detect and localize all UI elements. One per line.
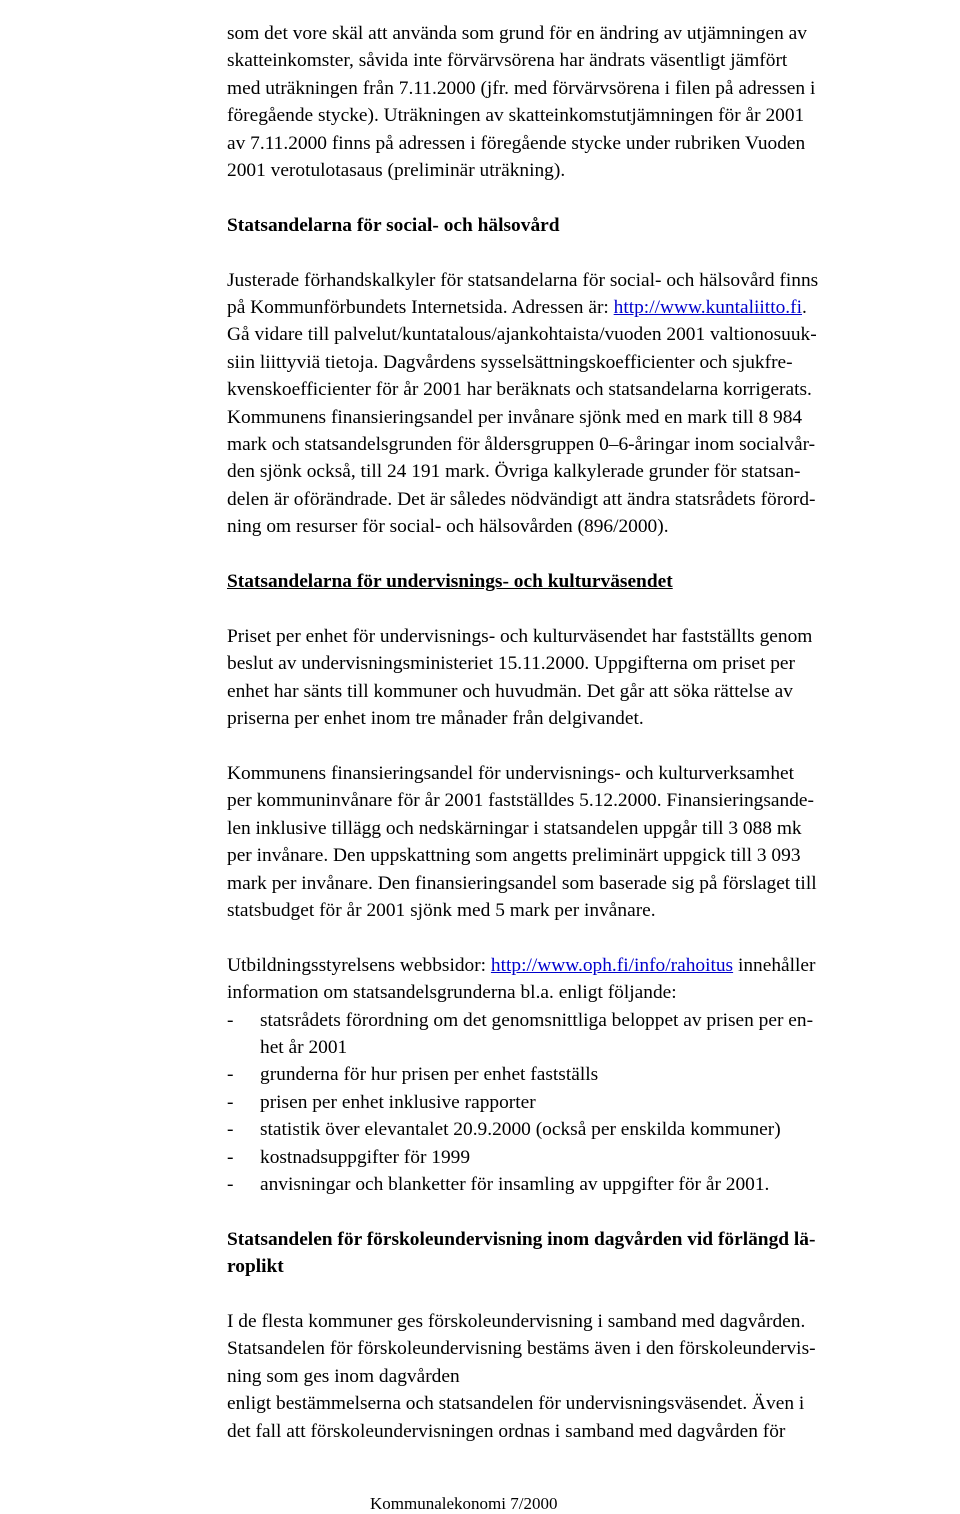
text-line: kvenskoefficienter för år 2001 har beräknats och statsandelarna korrigerats. bbox=[227, 379, 812, 401]
text-line: len inklusive tillägg och nedskärningar i statsandelen uppgår till 3 088 mk bbox=[227, 817, 802, 839]
list-item-text: anvisningar och blanketter för insamling av uppgifter för år 2001. bbox=[260, 1173, 770, 1195]
dash-bullet: - bbox=[227, 1009, 234, 1031]
list-item bbox=[227, 1007, 954, 1034]
list-item bbox=[227, 1171, 954, 1198]
text-line: Kommunens finansieringsandel per invånare sjönk med en mark till 8 984 bbox=[227, 406, 803, 428]
list-item bbox=[227, 1089, 954, 1116]
oph-link[interactable]: http://www.oph.fi/info/rahoitus bbox=[490, 954, 734, 976]
text-line: per kommuninvånare för år 2001 fastställdes 5.12.2000. Finansieringsande- bbox=[227, 790, 814, 812]
text-line: siin liittyviä tietoja. Dagvårdens sysselsättningskoefficienter och sjukfre- bbox=[227, 351, 793, 373]
text-line: Priset per enhet för undervisnings- och kulturväsendet har fastställts genom bbox=[227, 625, 813, 647]
list-item-text: statistik över elevantalet 20.9.2000 (också per enskilda kommuner) bbox=[260, 1119, 781, 1141]
text-line: ning om resurser för social- och hälsovården (896/2000). bbox=[227, 516, 669, 538]
text-line: som det vore skäl att använda som grund för en ändring av utjämningen av bbox=[227, 23, 807, 44]
list-item-text: grunderna för hur prisen per enhet fastställs bbox=[260, 1064, 599, 1086]
text-line: Kommunens finansieringsandel för undervisnings- och kulturverksamhet bbox=[227, 762, 795, 784]
text-line: den sjönk också, till 24 191 mark. Övriga kalkylerade grunder för statsan- bbox=[227, 461, 801, 483]
text-line: Statsandelen för förskoleundervisning bestäms även i den förskoleundervis- bbox=[227, 1338, 816, 1360]
text-line: statsbudget för år 2001 sjönk med 5 mark per invånare. bbox=[227, 899, 656, 921]
unit-price-paragraph bbox=[227, 623, 954, 733]
heading-line: Statsandelen för förskoleundervisning inom dagvården vid förlängd lä- bbox=[227, 1228, 816, 1250]
text-line bbox=[227, 952, 954, 979]
text-line: information om statsandelsgrunderna bl.a. enligt följande: bbox=[227, 982, 677, 1004]
text-line: delen är oförändrade. Det är således nödvändigt att ändra statsrådets förord- bbox=[227, 488, 816, 510]
text-line: mark per invånare. Den finansieringsandel som baserade sig på förslaget till bbox=[227, 872, 817, 894]
intro-paragraph bbox=[227, 20, 954, 184]
text-line: priserna per enhet inom tre månader från delgivandet. bbox=[227, 708, 644, 730]
text-line: skatteinkomster, såvida inte förvärvsörena har ändrats väsentligt jämfört bbox=[227, 50, 788, 72]
page-footer: Kommunalekonomi 7/2000 bbox=[370, 1494, 558, 1513]
text-fragment: innehåller bbox=[733, 954, 816, 976]
section-heading-preschool bbox=[227, 1226, 954, 1281]
text-line: föregående stycke). Uträkningen av skatteinkomstutjämningen för år 2001 bbox=[227, 105, 805, 127]
text-line: av 7.11.2000 finns på adressen i föregående stycke under rubriken Vuoden bbox=[227, 132, 806, 154]
preschool-paragraph bbox=[227, 1308, 954, 1445]
list-item bbox=[227, 1116, 954, 1143]
kuntaliitto-link[interactable]: http://www.kuntaliitto.fi bbox=[613, 297, 802, 319]
dash-bullet: - bbox=[227, 1146, 234, 1168]
document-page bbox=[227, 20, 954, 1445]
text-line: med uträkningen från 7.11.2000 (jfr. med förvärvsörena i filen på adressen i bbox=[227, 77, 816, 99]
social-health-paragraph bbox=[227, 267, 954, 541]
text-line: enligt bestämmelserna och statsandelen för undervisningsväsendet. Även i bbox=[227, 1393, 805, 1415]
dash-bullet: - bbox=[227, 1173, 234, 1195]
text-line: mark och statsandelsgrunden för åldersgruppen 0–6-åringar inom socialvår- bbox=[227, 434, 816, 456]
text-line: beslut av undervisningsministeriet 15.11.2000. Uppgifterna om priset per bbox=[227, 653, 795, 675]
list-item-continuation: het år 2001 bbox=[260, 1036, 348, 1058]
financing-share-paragraph bbox=[227, 760, 954, 924]
section-heading-education-culture: Statsandelarna för undervisnings- och kulturväsendet bbox=[227, 571, 673, 593]
dash-bullet: - bbox=[227, 1064, 234, 1086]
text-fragment: . bbox=[801, 297, 807, 319]
dash-bullet: - bbox=[227, 1091, 234, 1113]
list-item bbox=[227, 1144, 954, 1171]
dash-bullet: - bbox=[227, 1119, 234, 1141]
bullet-list bbox=[227, 1007, 954, 1199]
text-line: 2001 verotulotasaus (preliminär uträkning). bbox=[227, 160, 566, 182]
section-heading-social-health: Statsandelarna för social- och hälsovård bbox=[227, 214, 560, 236]
text-line: per invånare. Den uppskattning som angetts preliminärt uppgick till 3 093 bbox=[227, 845, 801, 867]
list-item-text: kostnadsuppgifter för 1999 bbox=[260, 1146, 471, 1168]
text-line: I de flesta kommuner ges förskoleundervisning i samband med dagvården. bbox=[227, 1310, 806, 1332]
list-item-text: statsrådets förordning om det genomsnittliga beloppet av prisen per en- bbox=[260, 1009, 814, 1031]
heading-line: roplikt bbox=[227, 1256, 284, 1278]
text-line: Justerade förhandskalkyler för statsandelarna för social- och hälsovård finns bbox=[227, 269, 819, 291]
text-line: ning som ges inom dagvården bbox=[227, 1365, 460, 1387]
list-item bbox=[227, 1061, 954, 1088]
text-line: det fall att förskoleundervisningen ordnas i samband med dagvården för bbox=[227, 1420, 786, 1442]
text-line: Gå vidare till palvelut/kuntatalous/ajankohtaista/vuoden 2001 valtionosuuk- bbox=[227, 324, 817, 346]
text-line bbox=[227, 294, 954, 321]
oph-paragraph bbox=[227, 952, 954, 1007]
text-fragment: Utbildningsstyrelsens webbsidor: bbox=[227, 954, 491, 976]
text-line: enhet har sänts till kommuner och huvudmän. Det går att söka rättelse av bbox=[227, 680, 793, 702]
text-fragment: på Kommunförbundets Internetsida. Adressen är: bbox=[227, 297, 614, 319]
list-item-text: prisen per enhet inklusive rapporter bbox=[260, 1091, 536, 1113]
